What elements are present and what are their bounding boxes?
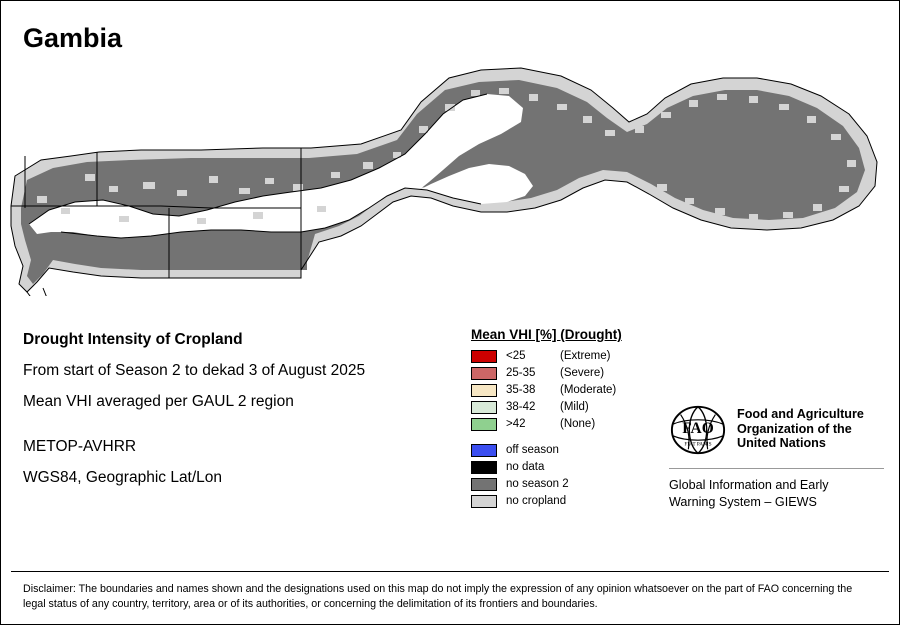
legend-item-moderate (471, 383, 671, 397)
legend-swatch-severe (471, 367, 497, 380)
info-projection: WGS84, Geographic Lat/Lon (23, 469, 223, 486)
info-drought-intensity: Drought Intensity of Cropland (23, 331, 243, 348)
legend-item-no-season-2 (471, 477, 671, 491)
info-sensor: METOP-AVHRR (23, 438, 137, 455)
disclaimer-text: Disclaimer: The boundaries and names shown and the designations used on this map do not imply the expression of any opinion whatsoever on the part of FAO concerning the legal status of any country, territory, area or of its authorities, or concerning the delimitation of its frontiers and boundaries. (23, 583, 853, 610)
legend-item-extreme (471, 349, 671, 363)
legend-title: Mean VHI [%] (Drought) (471, 327, 622, 342)
legend-swatch-moderate (471, 384, 497, 397)
legend-label-no-cropland: no cropland (506, 495, 567, 507)
fao-name-line-1: Food and Agriculture (737, 407, 864, 421)
legend-swatch-no-data (471, 461, 497, 474)
map-graphic (1, 56, 899, 296)
legend-swatch-none (471, 418, 497, 431)
svg-text:FAO: FAO (682, 419, 714, 437)
fao-program-line-2: Warning System – GIEWS (669, 495, 817, 509)
legend-item-no-cropland (471, 494, 671, 508)
legend-label-none: (None) (560, 418, 596, 430)
fao-program-name (669, 477, 884, 511)
legend-item-severe (471, 366, 671, 380)
legend-label-severe: (Severe) (560, 367, 605, 379)
info-aggregation: Mean VHI averaged per GAUL 2 region (23, 393, 294, 410)
page-title: Gambia (23, 23, 123, 53)
legend-label-off-season: off season (506, 444, 559, 456)
legend-label-mild: (Mild) (560, 401, 589, 413)
legend-range-extreme: <25 (506, 350, 526, 362)
legend-label-no-season-2: no season 2 (506, 478, 569, 490)
legend-range-severe: 25-35 (506, 367, 536, 379)
legend-swatch-no-season-2 (471, 478, 497, 491)
fao-program-line-1: Global Information and Early (669, 478, 829, 492)
legend-item-no-data (471, 460, 671, 474)
legend-range-mild: 38-42 (506, 401, 536, 413)
legend-range-none: >42 (506, 418, 526, 430)
fao-organization-name (737, 401, 864, 451)
legend-swatch-mild (471, 401, 497, 414)
fao-logo-icon (669, 401, 727, 459)
info-period: From start of Season 2 to dekad 3 of August 2025 (23, 362, 366, 379)
legend-label-no-data: no data (506, 461, 545, 473)
legend-item-off-season (471, 443, 671, 457)
legend-swatch-off-season (471, 444, 497, 457)
legend-swatch-no-cropland (471, 495, 497, 508)
legend-item-none (471, 417, 671, 431)
fao-name-line-3: United Nations (737, 436, 826, 450)
disclaimer-divider (11, 571, 889, 572)
fao-divider (669, 468, 884, 469)
legend-swatch-extreme (471, 350, 497, 363)
map-info-block (23, 331, 453, 500)
legend (471, 327, 671, 511)
fao-branding (669, 401, 884, 511)
legend-label-extreme: (Extreme) (560, 350, 611, 362)
fao-name-line-2: Organization of the (737, 421, 852, 436)
svg-text:FIAT PANIS: FIAT PANIS (684, 441, 712, 448)
legend-label-moderate: (Moderate) (560, 384, 617, 396)
legend-item-mild (471, 400, 671, 414)
legend-range-moderate: 35-38 (506, 384, 536, 396)
